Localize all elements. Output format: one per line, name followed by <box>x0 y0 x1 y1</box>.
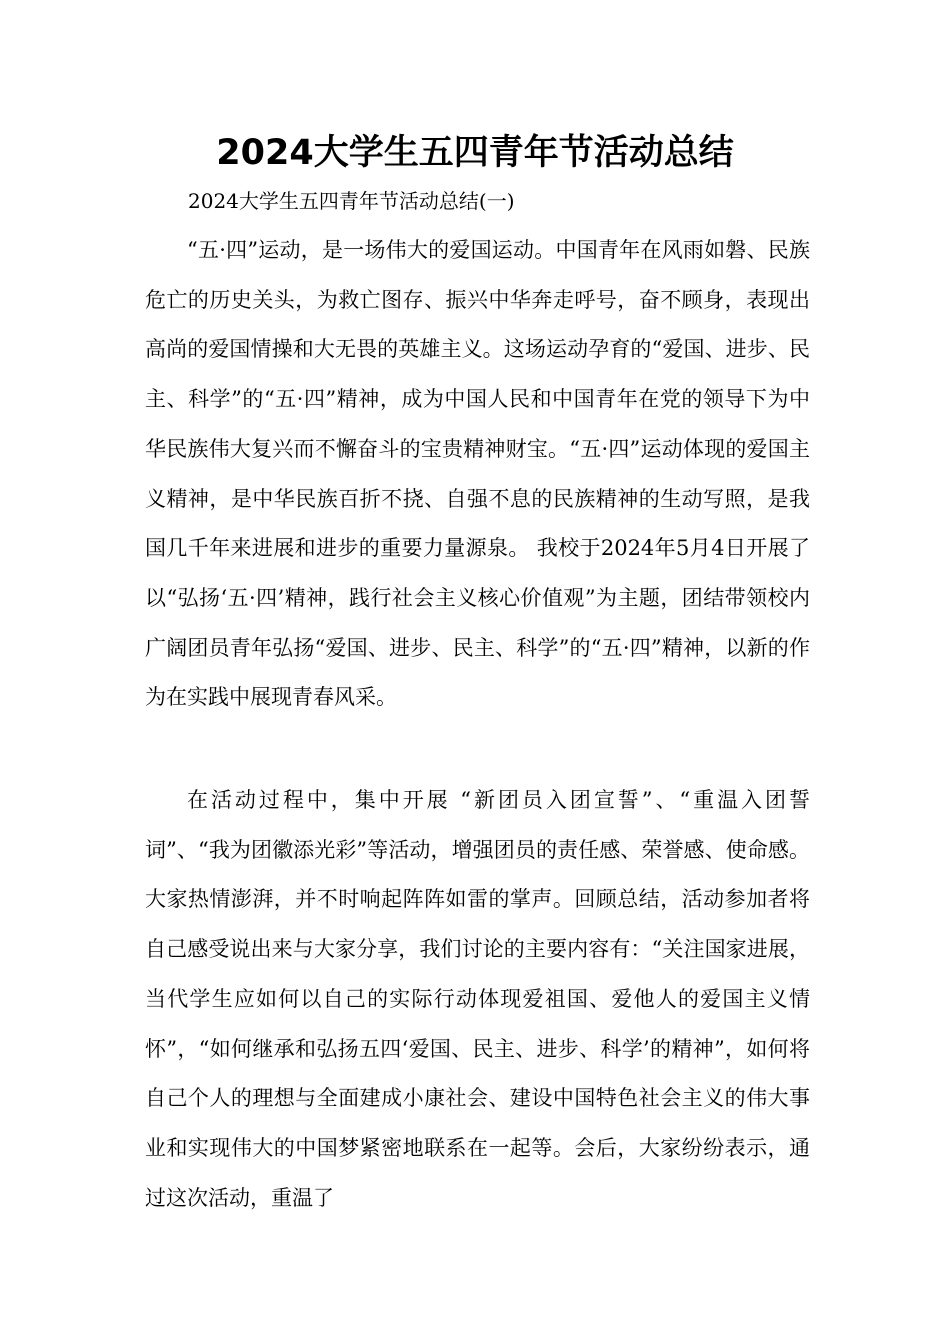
body-paragraph-1: “五·四”运动，是一场伟大的爱国运动。中国青年在风雨如磐、民族危亡的历史关头，为救亡图存、振兴中华奔走呼号，奋不顾身，表现出高尚的爱国情操和大无畏的英雄主义。这场运动孕育的“爱国、进步、民主、科学”的“五·四”精神，成为中国人民和中国青年在党的领导下为中华民族伟大复兴而不懈奋斗的宝贵精神财宝。“五·四”运动体现的爱国主义精神，是中华民族百折不挠、自强不息的民族精神的生动写照，是我国几千年来进展和进步的重要力量源泉。 我校于2024年5月4日开展了以“弘扬‘五·四’精神，践行社会主义核心价值观”为主题，团结带领校内广阔团员青年弘扬“爱国、进步、民主、科学”的“五·四”精神，以新的作为在实践中展现青春风采。 <box>145 238 810 710</box>
document-title: 2024大学生五四青年节活动总结 <box>216 133 734 173</box>
body-paragraph-2: 在活动过程中，集中开展 “新团员入团宣誓”、“重温入团誓词”、“我为团徽添光彩”等活动，增强团员的责任感、荣誉感、使命感。大家热情澎湃，并不时响起阵阵如雷的掌声。回顾总结，活动参加者将自己感受说出来与大家分享，我们讨论的主要内容有：“关注国家进展，当代学生应如何以自己的实际行动体现爱祖国、爱他人的爱国主义情怀”，“如何继承和弘扬五四‘爱国、民主、进步、科学’的精神”，如何将自己个人的理想与全面建成小康社会、建设中国特色社会主义的伟大事业和实现伟大的中国梦紧密地联系在一起等。会后，大家纷纷表示，通过这次活动，重温了 <box>145 788 810 1210</box>
document-subtitle: 2024大学生五四青年节活动总结(一) <box>188 189 515 213</box>
